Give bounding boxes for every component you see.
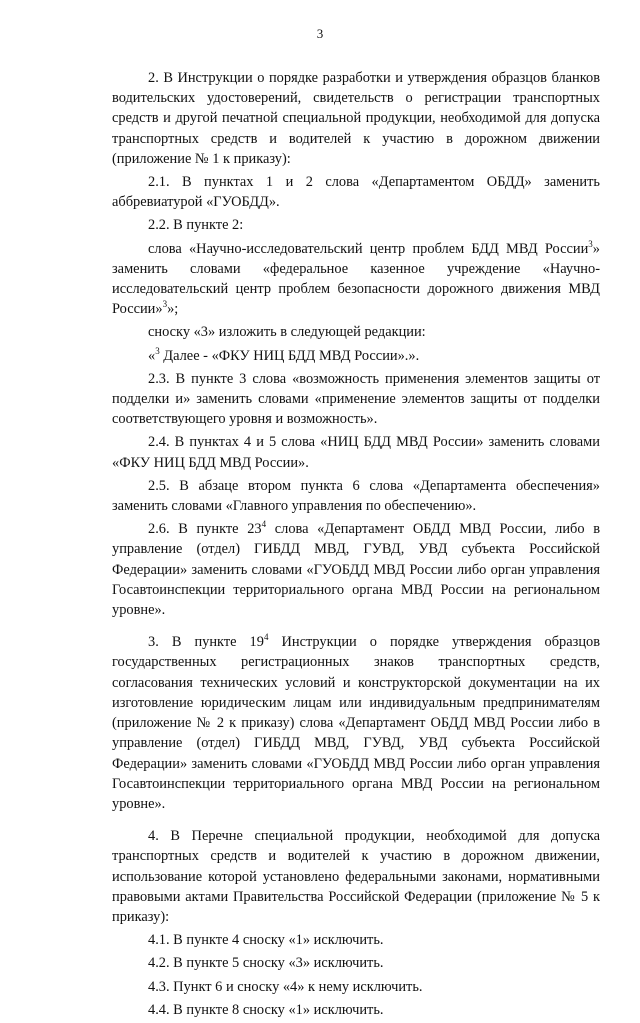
footnote-marker: 3 bbox=[162, 299, 168, 310]
paragraph-text: 4.2. В пункте 5 сноску «3» исключить. bbox=[148, 955, 384, 972]
paragraph-p2-1 bbox=[112, 172, 600, 212]
paragraph-text: 4. В Перечне специальной продукции, необходимой для допуска транспортных средств и водителей к участию в дорожном движении, использование которой установлено федеральными законами, нормативными правовыми актами Правительства Российской Федерации (приложение № 5 к приказу): bbox=[112, 828, 600, 925]
paragraph-p2-2-a bbox=[112, 239, 600, 320]
paragraph-text: Инструкции о порядке утверждения образцов государственных регистрационных знаков транспортных средств, согласования технических условий и конструкторской документации на их изготовление юридическим лицам или индивидуальным предпринимателям (приложение № 2 к приказу) слова «Департамент ОБДД МВД России либо в управление (отдел) ГИБДД МВД, ГУВД, УВД субъекта Российской Федерации» заменить словами «ГУОБДД МВД России либо орган управления Госавтоинспекции территориального органа МВД России на региональном уровне». bbox=[112, 634, 601, 812]
paragraph-text: слова «Департамент ОБДД МВД России, либо в управление (отдел) ГИБДД МВД, ГУВД, УВД субъекта Российской Федерации» заменить словами «ГУОБДД МВД России либо орган управления Госавтоинспекции территориального органа МВД России на региональном уровне». bbox=[112, 521, 600, 619]
paragraph-p2-6 bbox=[112, 519, 600, 620]
paragraph-p2-2-b bbox=[112, 322, 600, 342]
paragraph-text: 4.1. В пункте 4 сноску «1» исключить. bbox=[148, 932, 384, 949]
paragraph-p4-1 bbox=[112, 930, 600, 950]
paragraph-p2-2 bbox=[112, 215, 600, 235]
page-number: 3 bbox=[316, 26, 324, 41]
paragraph-p2-5 bbox=[112, 476, 600, 516]
paragraph-p4 bbox=[112, 826, 600, 927]
paragraph-p2-3 bbox=[112, 369, 600, 430]
paragraph-text: 2.3. В пункте 3 слова «возможность применения элементов защиты от подделки и» заменить словами «применение элементов защиты от подделки соответствующего уровня и возможность». bbox=[112, 370, 600, 428]
paragraph-text: 4.3. Пункт 6 и сноску «4» к нему исключить. bbox=[148, 978, 423, 995]
paragraph-text: 2.1. В пунктах 1 и 2 слова «Департаментом ОБДД» заменить аббревиатурой «ГУОБДД». bbox=[112, 174, 600, 211]
paragraph-text: сноску «3» изложить в следующей редакции: bbox=[148, 324, 426, 341]
footnote-marker: 4 bbox=[263, 632, 269, 643]
paragraph-text: 4.4. В пункте 8 сноску «1» исключить. bbox=[148, 1001, 384, 1018]
paragraph-p4-2 bbox=[112, 953, 600, 973]
paragraph-text: »; bbox=[167, 301, 179, 318]
paragraph-text: 2.6. В пункте 23 bbox=[148, 521, 262, 538]
paragraph-p3 bbox=[112, 632, 600, 814]
paragraph-text: Далее - «ФКУ НИЦ БДД МВД России».». bbox=[159, 347, 420, 364]
document-body bbox=[112, 68, 600, 1023]
footnote-marker: 4 bbox=[261, 519, 267, 530]
paragraph-text: 2. В Инструкции о порядке разработки и утверждения образцов бланков водительских удостоверений, свидетельств о регистрации транспортных средств и другой печатной специальной продукции, необходимой для допуска транспортных средств и водителей к участию в дорожном движении (приложение № 1 к приказу): bbox=[112, 70, 600, 167]
paragraph-text: » заменить словами «федеральное казенное учреждение «Научно-исследовательский центр проблем безопасности дорожного движения МВД России» bbox=[112, 240, 600, 318]
paragraph-p2 bbox=[112, 68, 600, 169]
paragraph-p2-4 bbox=[112, 432, 600, 472]
footnote-marker: 3 bbox=[588, 238, 593, 249]
paragraph-p4-3 bbox=[112, 977, 600, 997]
paragraph-text: слова «Научно-исследовательский центр проблем БДД МВД России bbox=[148, 240, 589, 257]
paragraph-text: « bbox=[148, 347, 156, 364]
paragraph-p4-4 bbox=[112, 1000, 600, 1020]
footnote-marker: 3 bbox=[155, 345, 160, 356]
paragraph-text: 2.5. В абзаце втором пункта 6 слова «Департамента обеспечения» заменить словами «Главного управления по обеспечению». bbox=[112, 477, 600, 515]
paragraph-text: 2.4. В пунктах 4 и 5 слова «НИЦ БДД МВД России» заменить словами «ФКУ НИЦ БДД МВД России». bbox=[112, 434, 600, 471]
paragraph-text: 3. В пункте 19 bbox=[148, 634, 264, 651]
paragraph-text: 2.2. В пункте 2: bbox=[148, 217, 244, 234]
paragraph-p2-2-c bbox=[112, 346, 600, 366]
